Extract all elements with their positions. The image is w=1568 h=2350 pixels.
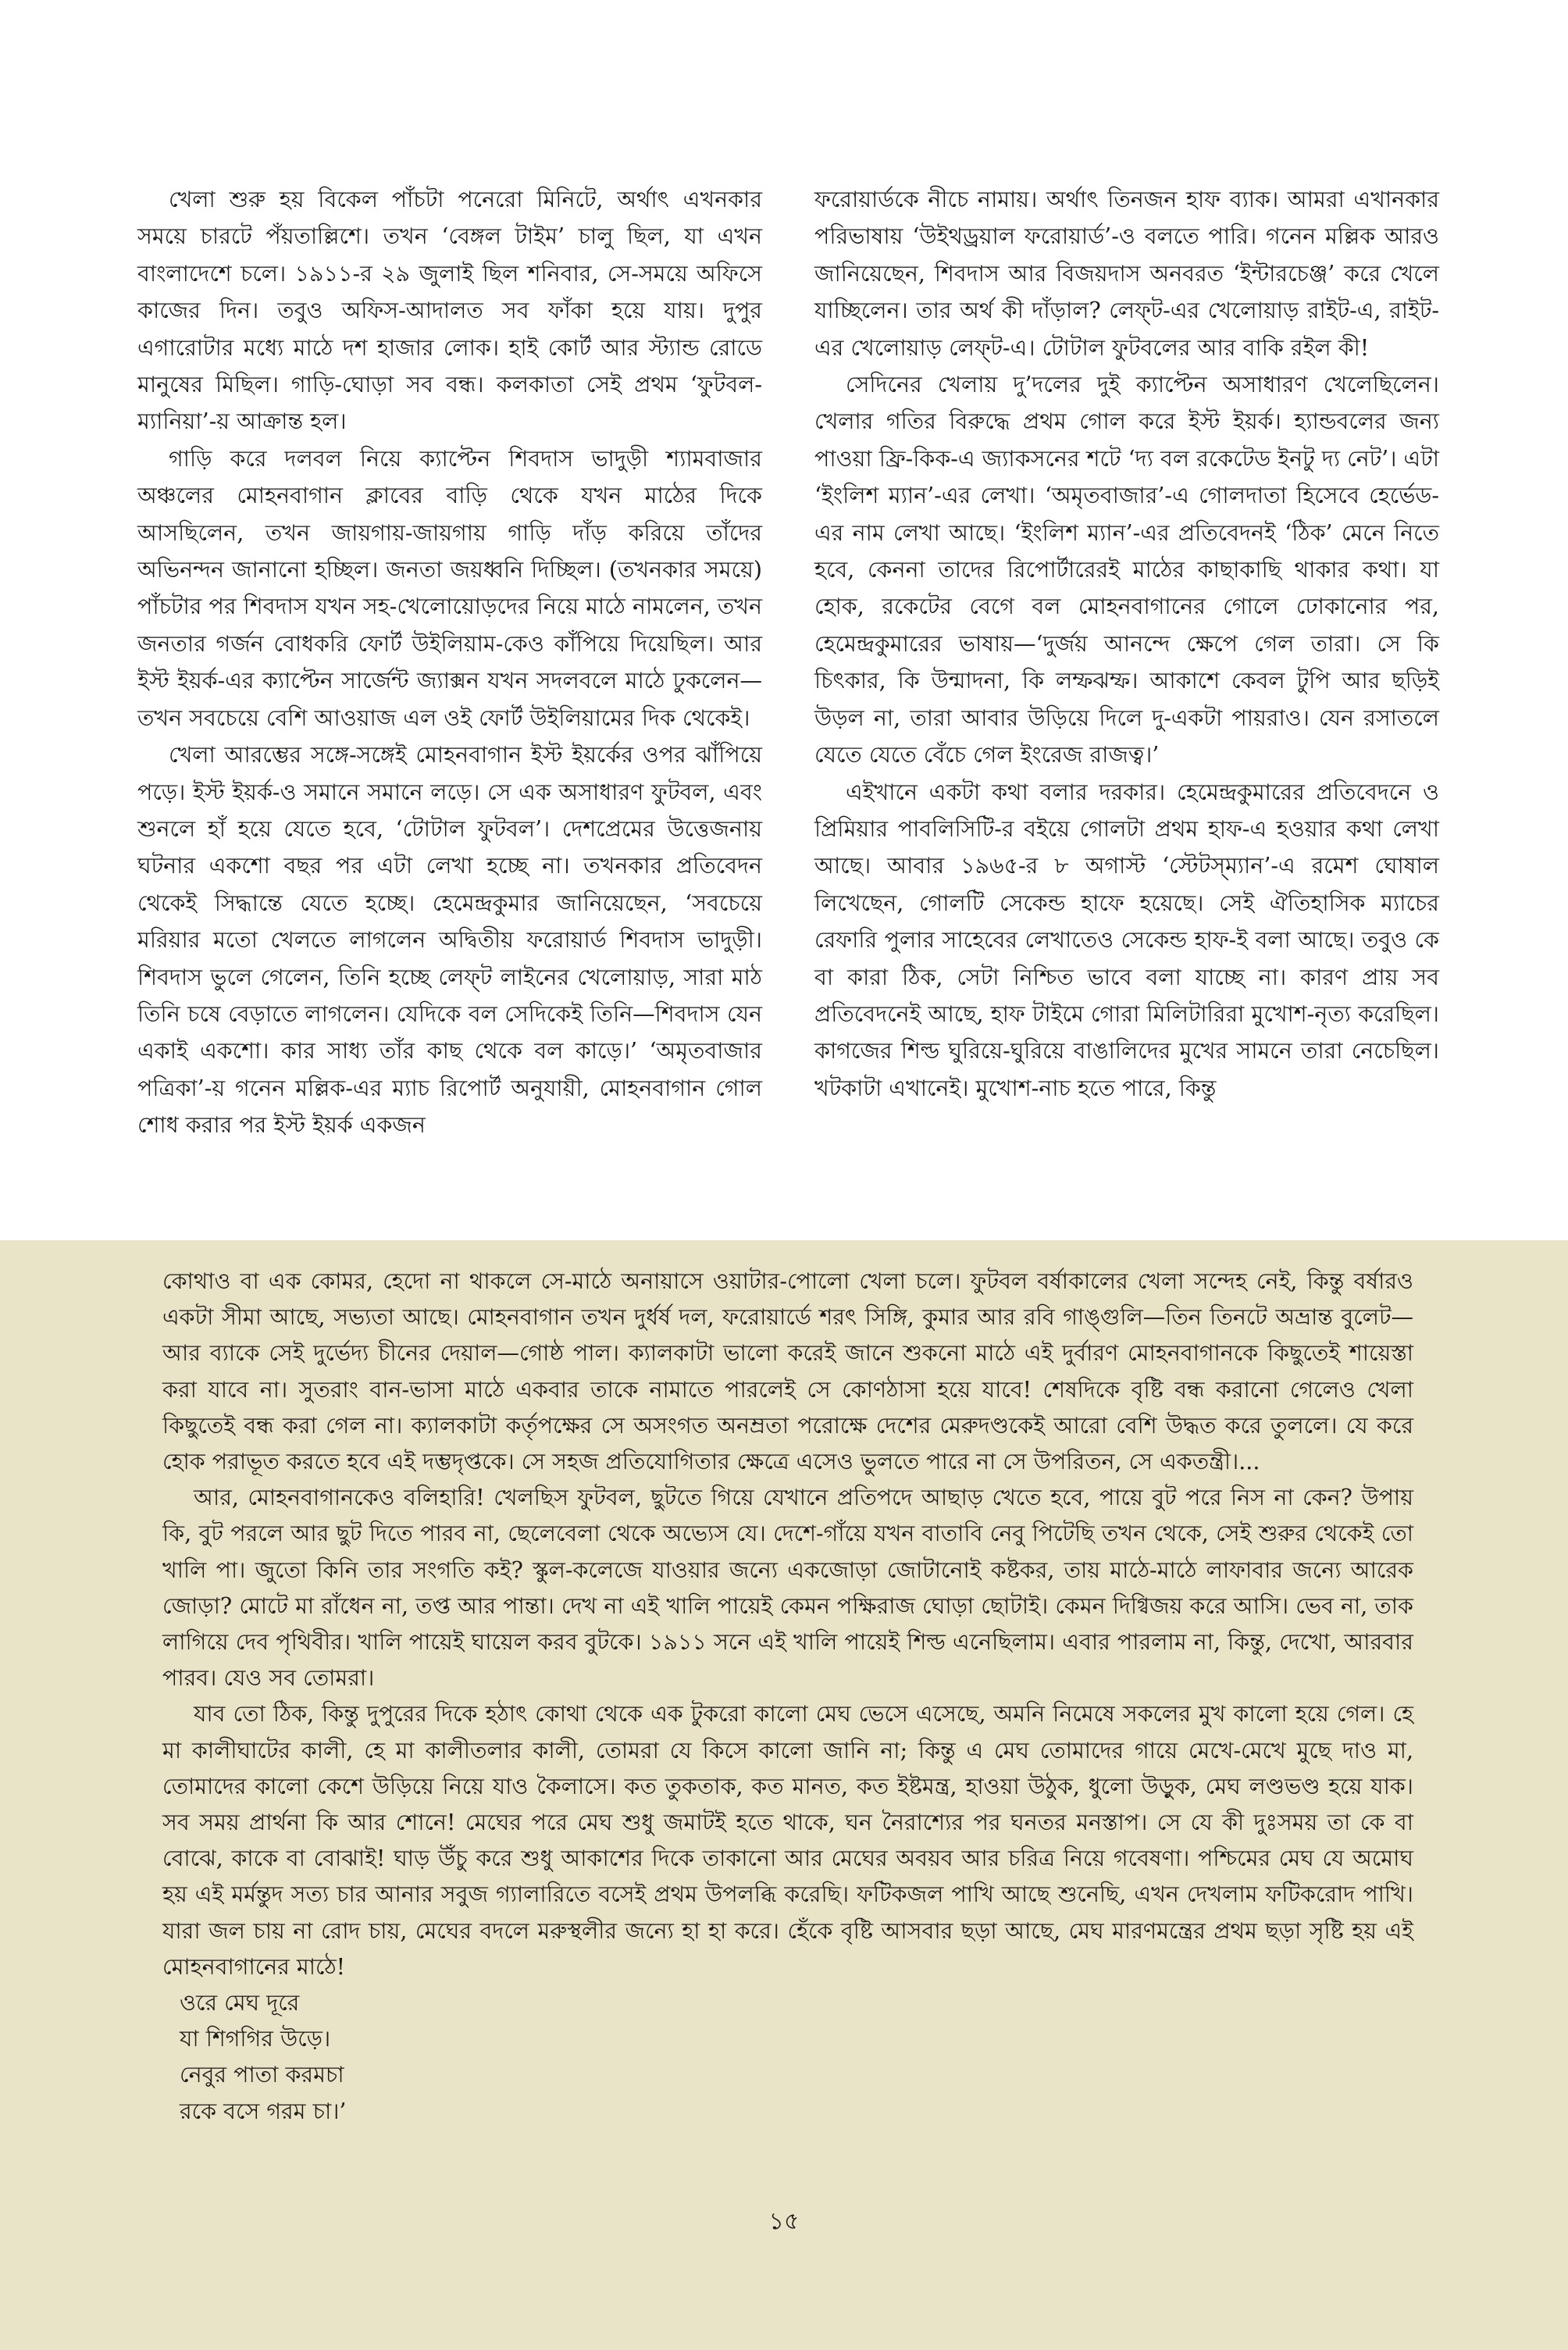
verse-line: রকে বসে গরম চা।’ <box>180 2098 347 2124</box>
paragraph: খেলা শুরু হয় বিকেল পাঁচটা পনেরো মিনিটে, অর্থাৎ এখনকার সময়ে চারটে পঁয়তাল্লিশে। তখন ‘বেঙ্গল টাইম’ চালু ছিল, যা এখন বাংলাদেশে চলে। ১৯১১-র ২৯ জুলাই ছিল শনিবার, সে-সময়ে অফিসে কাজের দিন। তবুও অফিস-আদালত সব ফাঁকা হয়ে যায়। দুপুর এগারোটার মধ্যে মাঠে দশ হাজার লোক। হাই কোর্ট আর স্ট্যান্ড রোডে মানুষের মিছিল। গাড়ি-ঘোড়া সব বন্ধ। কলকাতা সেই প্রথম ‘ফুটবল-ম্যানিয়া’-য় আক্রান্ত হল। <box>137 187 762 435</box>
verse <box>180 1985 1413 2130</box>
paragraph: সেদিনের খেলায় দু’দলের দুই ক্যাপ্টেন অসাধারণ খেলেছিলেন। খেলার গতির বিরুদ্ধে প্রথম গোল করে ইস্ট ইয়র্ক। হ্যান্ডবলের জন্য পাওয়া ফ্রি-কিক-এ জ্যাকসনের শটে ‘দ্য বল রকেটেড ইনটু দ্য নেট’। এটা ‘ইংলিশ ম্যান’-এর লেখা। ‘অমৃতবাজার’-এ গোলদাতা হিসেবে হের্ভেড-এর নাম লেখা আছে। ‘ইংলিশ ম্যান’-এর প্রতিবেদনই ‘ঠিক’ মেনে নিতে হবে, কেননা তাদের রিপোর্টারেরই মাঠের কাছাকাছি থাকার কথা। যা হোক, রকেটের বেগে বল মোহনবাগানের গোলে ঢোকানোর পর, হেমেন্দ্রকুমারের ভাষায়—‘দুর্জয় আনন্দে ক্ষেপে গেল তারা। সে কি চিৎকার, কি উন্মাদনা, কি লম্ফঝম্ফ। আকাশে কেবল টুপি আর ছড়িই উড়ল না, তারা আবার উড়িয়ে দিলে দু-একটা পায়রাও। যেন রসাতলে যেতে যেতে বেঁচে গেল ইংরেজ রাজত্ব।’ <box>814 372 1439 768</box>
verse-line: ওরে মেঘ দূরে <box>180 1990 300 2017</box>
excerpt-text <box>162 1264 1413 2130</box>
left-column <box>137 181 762 1144</box>
paragraph: খেলা আরম্ভের সঙ্গে-সঙ্গেই মোহনবাগান ইস্ট ইয়র্কের ওপর ঝাঁপিয়ে পড়ে। ইস্ট ইয়র্ক-ও সমানে সমানে লড়ে। সে এক অসাধারণ ফুটবল, এবং শুনলে হাঁ হয়ে যেতে হবে, ‘টোটাল ফুটবল’। দেশপ্রেমের উত্তেজনায় ঘটনার একশো বছর পর এটা লেখা হচ্ছে না। তখনকার প্রতিবেদন থেকেই সিদ্ধান্তে যেতে হচ্ছে। হেমেন্দ্রকুমার জানিয়েছেন, ‘সবচেয়ে মরিয়ার মতো খেলতে লাগলেন অদ্বিতীয় ফরোয়ার্ড শিবদাস ভাদুড়ী। শিবদাস ভুলে গেলেন, তিনি হচ্ছে লেফ্‌ট লাইনের খেলোয়াড়, সারা মাঠ তিনি চষে বেড়াতে লাগলেন। যেদিকে বল সেদিকেই তিনি—শিবদাস যেন একাই একশো। কার সাধ্য তাঁর কাছ থেকে বল কাড়ে।’ ‘অমৃতবাজার পত্রিকা’-য় গনেন মল্লিক-এর ম্যাচ রিপোর্ট অনুযায়ী, মোহনবাগান গোল শোধ করার পর ইস্ট ইয়র্ক একজন <box>137 742 762 1139</box>
verse-line: নেবুর পাতা করমচা <box>180 2062 344 2088</box>
page-number: ১৫ <box>768 2208 800 2235</box>
paragraph: ফরোয়ার্ডকে নীচে নামায়। অর্থাৎ তিনজন হাফ ব্যাক। আমরা এখানকার পরিভাষায় ‘উইথড্রয়াল ফরোয়ার্ড’-ও বলতে পারি। গনেন মল্লিক আরও জানিয়েছেন, শিবদাস আর বিজয়দাস অনবরত ‘ইন্টারচেঞ্জ’ করে খেলে যাচ্ছিলেন। তার অর্থ কী দাঁড়াল? লেফ্‌ট-এর খেলোয়াড় রাইট-এ, রাইট-এর খেলোয়াড় লেফ্‌ট-এ। টোটাল ফুটবলের আর বাকি রইল কী! <box>814 187 1439 361</box>
paragraph: যাব তো ঠিক, কিন্তু দুপুরের দিকে হঠাৎ কোথা থেকে এক টুকরো কালো মেঘ ভেসে এসেছে, অমনি নিমেষে সকলের মুখ কালো হয়ে গেল। হে মা কালীঘাটের কালী, হে মা কালীতলার কালী, তোমরা যে কিসে কালো জানি না; কিন্তু এ মেঘ তোমাদের গায়ে মেখে-মেখে মুছে দাও মা, তোমাদের কালো কেশে উড়িয়ে নিয়ে যাও কৈলাসে। কত তুকতাক, কত মানত, কত ইষ্টমন্ত্র, হাওয়া উঠুক, ধুলো উড়ুক, মেঘ লণ্ডভণ্ড হয়ে যাক। সব সময় প্রার্থনা কি আর শোনে! মেঘের পরে মেঘ শুধু জমাটই হতে থাকে, ঘন নৈরাশ্যের পর ঘনতর মনস্তাপ। সে যে কী দুঃসময় তা কে বা বোঝে, কাকে বা বোঝাই! ঘাড় উঁচু করে শুধু আকাশের দিকে তাকানো আর মেঘের অবয়ব আর চরিত্র নিয়ে গবেষণা। পশ্চিমের মেঘ যে অমোঘ হয় এই মর্মন্তুদ সত্য চার আনার সবুজ গ্যালারিতে বসেই প্রথম উপলব্ধি করেছি। ফটিকজল পাখি আছে শুনেছি, এখন দেখলাম ফটিকরোদ পাখি। যারা জল চায় না রোদ চায়, মেঘের বদলে মরুস্থলীর জন্যে হা হা করে। হেঁকে বৃষ্টি আসবার ছড়া আছে, মেঘ মারণমন্ত্রের প্রথম ছড়া সৃষ্টি হয় এই মোহনবাগানের মাঠে! <box>162 1701 1413 1980</box>
paragraph: এইখানে একটা কথা বলার দরকার। হেমেন্দ্রকুমারের প্রতিবেদনে ও প্রিমিয়ার পাবলিসিটি-র বইয়ে গোলটা প্রথম হাফ-এ হওয়ার কথা লেখা আছে। আবার ১৯৬৫-র ৮ অগাস্ট ‘স্টেটস্‌ম্যান’-এ রমেশ ঘোষাল লিখেছেন, গোলটি সেকেন্ড হাফে হয়েছে। সেই ঐতিহাসিক ম্যাচের রেফারি পুলার সাহেবের লেখাতেও সেকেন্ড হাফ-ই বলা আছে। তবুও কে বা কারা ঠিক, সেটা নিশ্চিত ভাবে বলা যাচ্ছে না। কারণ প্রায় সব প্রতিবেদনেই আছে, হাফ টাইমে গোরা মিলিটারিরা মুখোশ-নৃত্য করেছিল। কাগজের শিল্ড ঘুরিয়ে-ঘুরিয়ে বাঙালিদের মুখের সামনে তারা নেচেছিল। খটকাটা এখানেই। মুখোশ-নাচ হতে পারে, কিন্তু <box>814 779 1439 1101</box>
paragraph: কোথাও বা এক কোমর, হেদো না থাকলে সে-মাঠে অনায়াসে ওয়াটার-পোলো খেলা চলে। ফুটবল বর্ষাকালের খেলা সন্দেহ নেই, কিন্তু বর্ষারও একটা সীমা আছে, সভ্যতা আছে। মোহনবাগান তখন দুর্ধর্ষ দল, ফরোয়ার্ডে শরৎ সিঙ্গি, কুমার আর রবি গাঙ্গুলি—তিন তিনটে অভ্রান্ত বুলেট—আর ব্যাকে সেই দুর্ভেদ্য চীনের দেয়াল—গোষ্ঠ পাল। ক্যালকাটা ভালো করেই জানে শুকনো মাঠে এই দুর্বারণ মোহনবাগানকে কিছুতেই শায়েস্তা করা যাবে না। সুতরাং বান-ভাসা মাঠে একবার তাকে নামাতে পারলেই সে কোণঠাসা হয়ে যাবে! শেষদিকে বৃষ্টি বন্ধ করানো গেলেও খেলা কিছুতেই বন্ধ করা গেল না। ক্যালকাটা কর্তৃপক্ষের সে অসংগত অনম্রতা পরোক্ষে দেশের মেরুদণ্ডকেই আরো বেশি উদ্ধত করে তুললে। যে করে হোক পরাভূত করতে হবে এই দম্ভদৃপ্তকে। সে সহজ প্রতিযোগিতার ক্ষেত্রে এসেও ভুলতে পারে না সে উপরিতন, সে একতন্ত্রী।... <box>162 1268 1413 1475</box>
paragraph: আর, মোহনবাগানকেও বলিহারি! খেলছিস ফুটবল, ছুটতে গিয়ে যেখানে প্রতিপদে আছাড় খেতে হবে, পায়ে বুট পরে নিস না কেন? উপায় কি, বুট পরলে আর ছুট দিতে পারব না, ছেলেবেলা থেকে অভ্যেস যে। দেশে-গাঁয়ে যখন বাতাবি নেবু পিটেছি তখন থেকে, সেই শুরুর থেকেই তো খালি পা। জুতো কিনি তার সংগতি কই? স্কুল-কলেজে যাওয়ার জন্যে একজোড়া জোটানোই কষ্টকর, তায় মাঠে-মাঠে লাফাবার জন্যে আরেক জোড়া? মোটে মা রাঁধেন না, তপ্ত আর পান্তা। দেখ না এই খালি পায়েই কেমন পক্ষিরাজ ঘোড়া ছোটাই। কেমন দিগ্বিজয় করে আসি। ভেব না, তাক লাগিয়ে দেব পৃথিবীর। খালি পায়েই ঘায়েল করব বুটকে। ১৯১১ সনে এই খালি পায়েই শিল্ড এনেছিলাম। এবার পারলাম না, কিন্তু, দেখো, আরবার পারব। যেও সব তোমরা। <box>162 1485 1413 1692</box>
paragraph: গাড়ি করে দলবল নিয়ে ক্যাপ্টেন শিবদাস ভাদুড়ী শ্যামবাজার অঞ্চলের মোহনবাগান ক্লাবের বাড়ি থেকে যখন মাঠের দিকে আসছিলেন, তখন জায়গায়-জায়গায় গাড়ি দাঁড় করিয়ে তাঁদের অভিনন্দন জানানো হচ্ছিল। জনতা জয়ধ্বনি দিচ্ছিল। (তখনকার সময়ে) পাঁচটার পর শিবদাস যখন সহ-খেলোয়োড়দের নিয়ে মাঠে নামলেন, তখন জনতার গর্জন বোধকরি ফোর্ট উইলিয়াম-কেও কাঁপিয়ে দিয়েছিল। আর ইস্ট ইয়র্ক-এর ক্যাপ্টেন সার্জেন্ট জ্যাক্সন যখন সদলবলে মাঠে ঢুকলেন—তখন সবচেয়ে বেশি আওয়াজ এল ওই ফোর্ট উইলিয়ামের দিক থেকেই। <box>137 445 762 731</box>
verse-line: যা শিগগির উড়ে। <box>180 2026 331 2052</box>
quoted-excerpt-box <box>0 1240 1568 2350</box>
right-column <box>814 181 1439 1107</box>
